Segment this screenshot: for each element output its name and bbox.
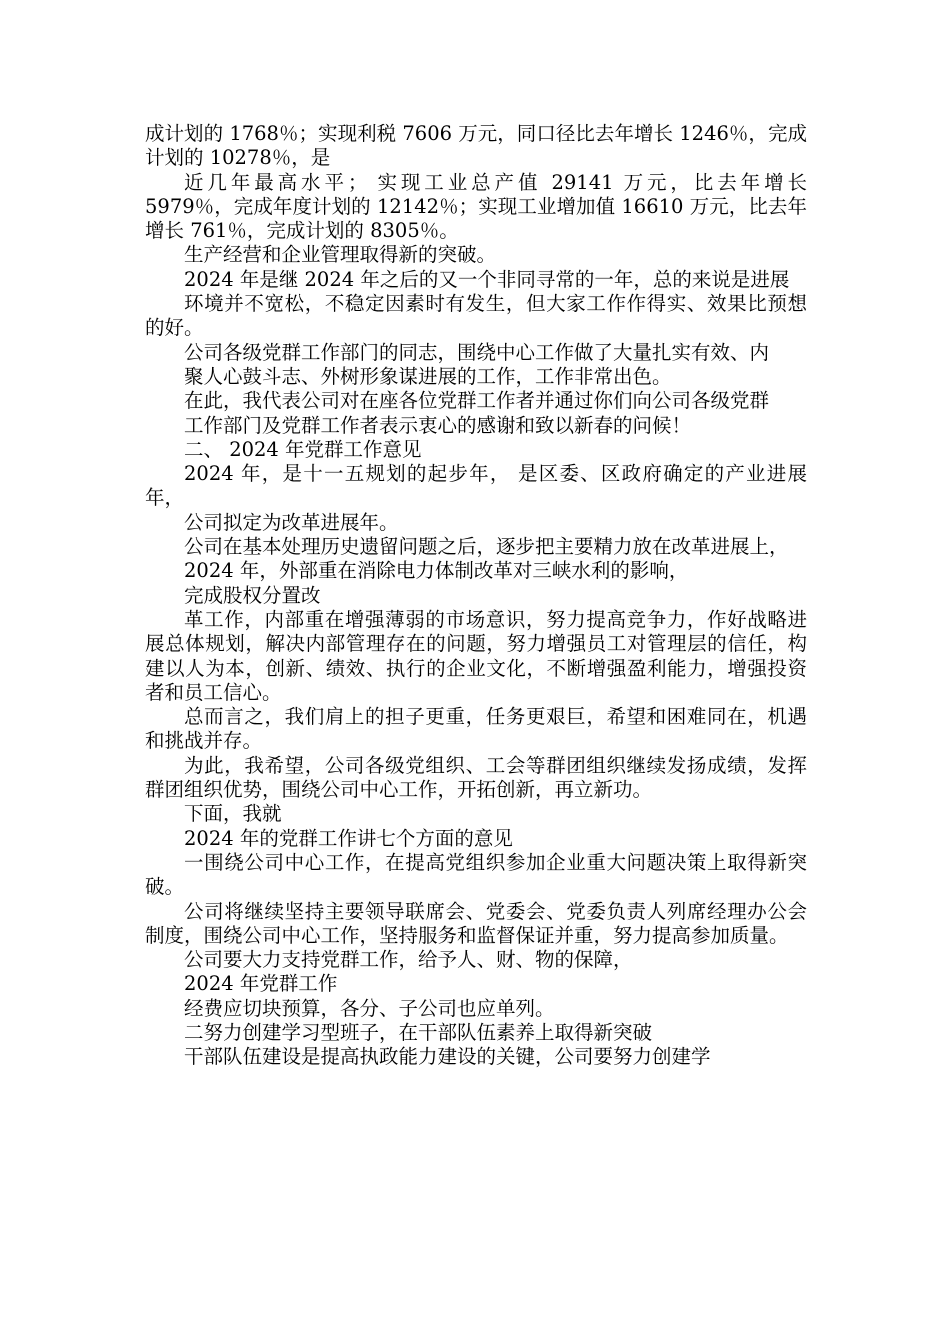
paragraph: 2024 年，是十一五规划的起步年， 是区委、区政府确定的产业进展年，: [145, 462, 807, 510]
paragraph: 成计划的 1768％；实现利税 7606 万元，同口径比去年增长 1246％，完成计划的 10278％，是: [145, 122, 807, 170]
paragraph: 在此，我代表公司对在座各位党群工作者并通过你们向公司各级党群: [184, 389, 770, 413]
paragraph: 环境并不宽松，不稳定因素时有发生，但大家工作作得实、效果比预想的好。: [145, 292, 807, 340]
paragraph: 生产经营和企业管理取得新的突破。: [184, 243, 497, 267]
paragraph: 二努力创建学习型班子，在干部队伍素养上取得新突破: [184, 1020, 653, 1044]
paragraph: 2024 年是继 2024 年之后的又一个非同寻常的一年，总的来说是进展: [184, 267, 790, 291]
paragraph: 公司在基本处理历史遗留问题之后，逐步把主要精力放在改革进展上，: [184, 535, 789, 559]
paragraph: 公司将继续坚持主要领导联席会、党委会、党委负责人列席经理办公会制度，围绕公司中心工作，坚持服务和监督保证并重，努力提高参加质量。: [145, 899, 807, 947]
paragraph: 下面，我就: [184, 802, 282, 826]
paragraph: 近几年最高水平； 实现工业总产值 29141 万元，比去年增长 5979％，完成年度计划的 12142％；实现工业增加值 16610 万元，比去年增长 761％，完成计划的 8305％。: [145, 170, 807, 243]
paragraph: 干部队伍建设是提高执政能力建设的关键，公司要努力创建学: [184, 1045, 711, 1069]
paragraph: 聚人心鼓斗志、外树形象谋进展的工作，工作非常出色。: [184, 364, 672, 388]
paragraph: 为此，我希望，公司各级党组织、工会等群团组织继续发扬成绩，发挥群团组织优势，围绕公司中心工作，开拓创新，再立新功。: [145, 753, 807, 802]
paragraph: 革工作，内部重在增强薄弱的市场意识，努力提高竞争力，作好战略进展总体规划，解决内部管理存在的问题，努力增强员工对管理层的信任，构建以人为本，创新、绩效、执行的企业文化，不断增强盈利能力，增强投资者和员工信心。: [145, 607, 807, 704]
paragraph: 公司拟定为改革进展年。: [184, 510, 399, 534]
paragraph: 公司要大力支持党群工作，给予人、财、物的保障，: [184, 948, 633, 972]
paragraph: 经费应切块预算，各分、子公司也应单列。: [184, 996, 555, 1020]
paragraph: 2024 年，外部重在消除电力体制改革对三峡水利的影响，: [184, 559, 689, 583]
paragraph: 一围绕公司中心工作，在提高党组织参加企业重大问题决策上取得新突破。: [145, 850, 807, 899]
paragraph: 总而言之，我们肩上的担子更重，任务更艰巨，希望和困难同在，机遇和挑战并存。: [145, 705, 807, 753]
paragraph: 公司各级党群工作部门的同志，围绕中心工作做了大量扎实有效、内: [184, 340, 770, 364]
paragraph: 工作部门及党群工作者表示衷心的感谢和致以新春的问候！: [184, 413, 692, 437]
paragraph: 完成股权分置改: [184, 583, 321, 607]
document-body: [145, 122, 807, 1070]
section-heading: 二、 2024 年党群工作意见: [184, 437, 422, 461]
paragraph: 2024 年的党群工作讲七个方面的意见: [184, 826, 513, 850]
paragraph: 2024 年党群工作: [184, 972, 338, 996]
